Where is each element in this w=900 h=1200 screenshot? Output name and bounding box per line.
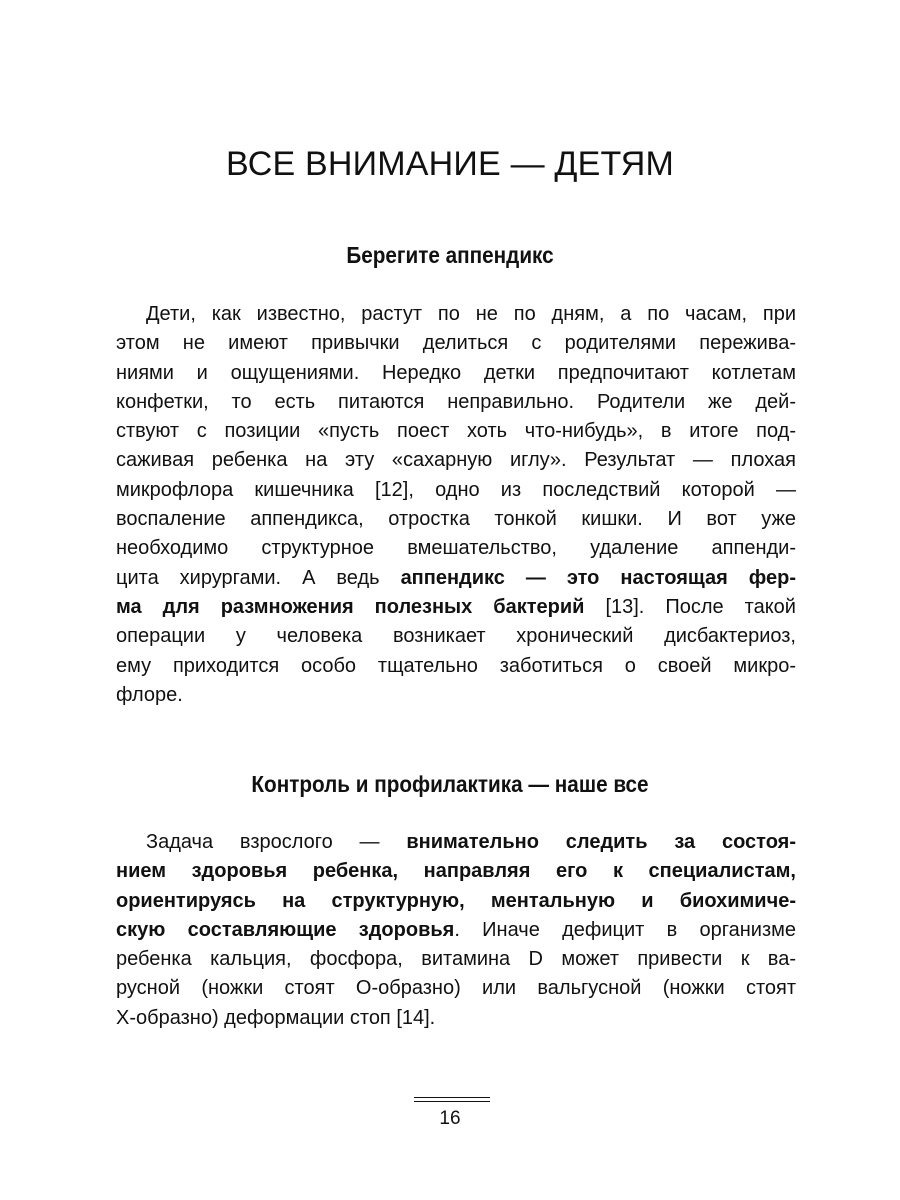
text-line: воспаление аппендикса, отростка тонкой кишки. И вот уже <box>116 508 796 531</box>
text-run: [13]. После такой <box>584 595 796 618</box>
chapter-title: ВСЕ ВНИМАНИЕ — ДЕТЯМ <box>225 145 675 183</box>
text-line: ему приходится особо тщательно заботиться о своей микро- <box>116 654 796 677</box>
paragraph-appendix <box>116 300 796 710</box>
section-heading-appendix: Берегите аппендикс <box>346 242 554 268</box>
bold-text-run: внимательно следить за состоя- <box>406 831 796 853</box>
text-line: конфетки, то есть питаются неправильно. Родители же дей- <box>116 390 796 413</box>
text-line: необходимо структурное вмешательство, удаление аппенди- <box>116 537 796 560</box>
footer-double-rule <box>414 1097 490 1102</box>
bold-text-run: ма для размножения полезных бактерий <box>116 595 585 618</box>
text-line <box>116 916 796 945</box>
text-line: флоре. <box>116 683 183 706</box>
text-line: русной (ножки стоят О-образно) или вальгусной (ножки стоят <box>116 977 796 1000</box>
text-line: ствуют с позиции «пусть поест хоть что-нибудь», в итоге под- <box>116 420 796 443</box>
bold-text-run: скую составляющие здоровья <box>116 918 455 941</box>
paragraph-control <box>116 828 796 1033</box>
text-line: ниями и ощущениями. Нередко детки предпочитают котлетам <box>116 361 796 384</box>
text-line: этом не имеют привычки делиться с родителями пережива- <box>116 332 796 355</box>
text-line <box>116 857 796 886</box>
text-run: . Иначе дефицит в организме <box>454 918 796 941</box>
text-run: Задача взрослого — <box>146 831 407 853</box>
text-line <box>116 828 796 857</box>
text-line: Х-образно) деформации стоп [14]. <box>116 1006 436 1029</box>
text-line: ребенка кальция, фосфора, витамина D может привести к ва- <box>116 948 796 971</box>
bold-text-run: нием здоровья ребенка, направляя его к специалистам, <box>116 860 796 883</box>
section-heading-control: Контроль и профилактика — наше все <box>251 771 649 797</box>
text-line: операции у человека возникает хронический дисбактериоз, <box>116 625 796 648</box>
text-line <box>116 887 796 916</box>
text-line: Дети, как известно, растут по не по дням, а по часам, при <box>146 303 796 325</box>
page-number: 16 <box>439 1108 461 1129</box>
text-line: микрофлора кишечника [12], одно из последствий которой — <box>116 478 796 501</box>
text-run: цита хирургами. А ведь <box>116 566 401 589</box>
text-line <box>116 564 796 593</box>
bold-text-run: аппендикс — это настоящая фер- <box>400 566 796 589</box>
text-line: саживая ребенка на эту «сахарную иглу». Результат — плохая <box>116 449 796 472</box>
bold-text-run: ориентируясь на структурную, ментальную и биохимиче- <box>116 889 796 912</box>
text-line <box>116 593 796 622</box>
